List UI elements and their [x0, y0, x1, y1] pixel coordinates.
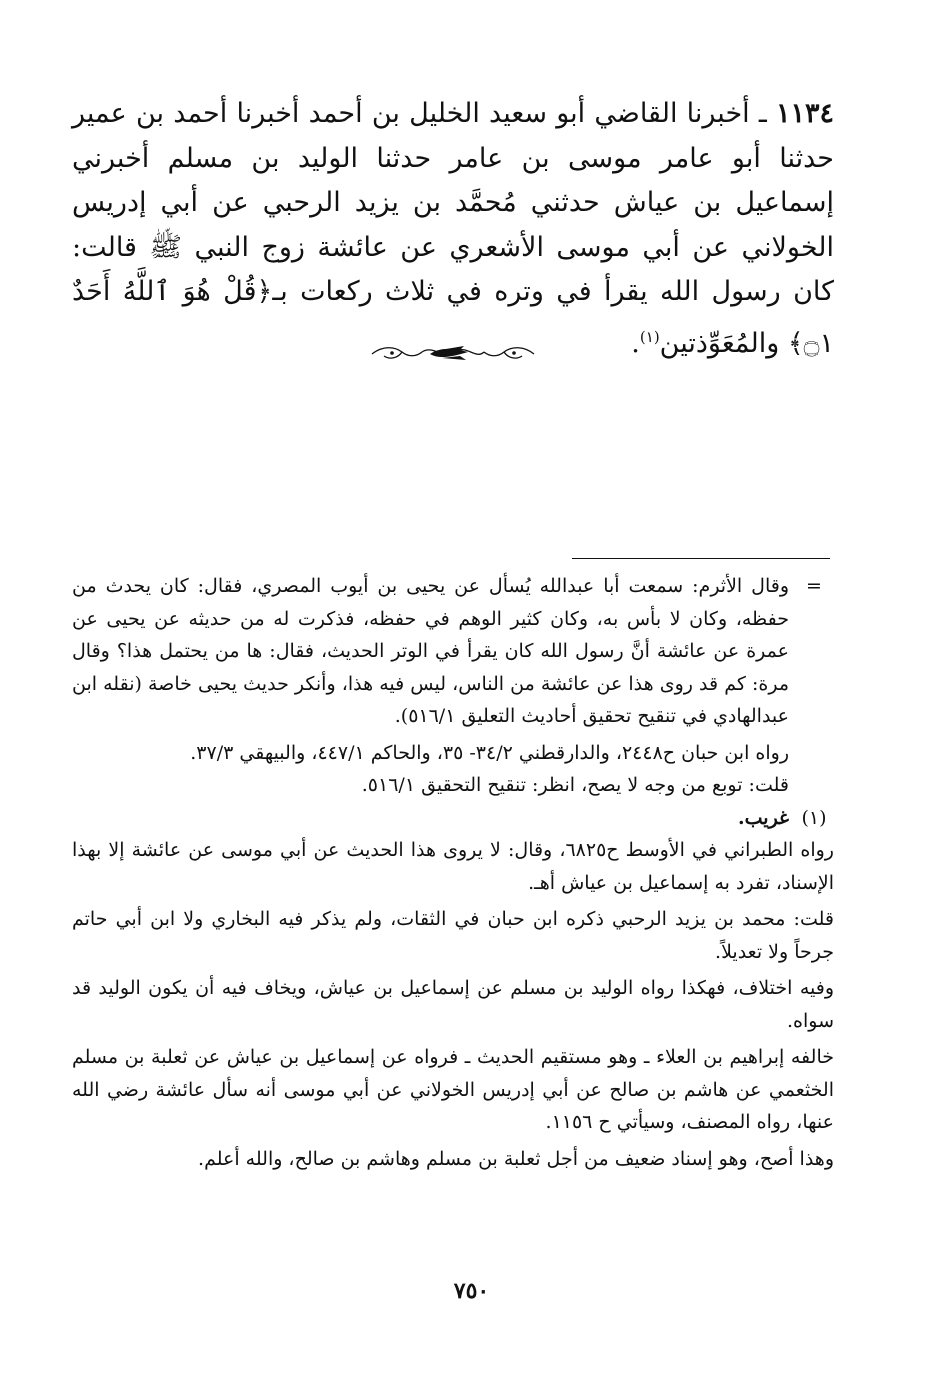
- continuation-marker: =: [806, 575, 822, 597]
- footnotes-section: [72, 570, 834, 1175]
- footnote-continuation: [72, 570, 834, 802]
- footnote-paragraph: خالفه إبراهيم بن العلاء ـ وهو مستقيم الحديث ـ فرواه عن إسماعيل بن عياش عن ثعلبة بن مسلم الخثعمي عن هاشم بن صالح عن أبي إدريس الخولاني عن أبي موسى أنه سأل عائشة رضي الله عنها، رواه المصنف، وسيأتي ح ١١٥٦.: [72, 1046, 834, 1133]
- footnote-paragraph: قلت: محمد بن يزيد الرحبي ذكره ابن حبان في الثقات، ولم يذكر فيه البخاري ولا ابن أبي حاتم جرحاً ولا تعديلاً.: [72, 908, 834, 963]
- footnote-paragraph: قلت: توبع من وجه لا يصح، انظر: تنقيح التحقيق ٥١٦/١.: [361, 774, 789, 796]
- hadith-text: ـ أخبرنا القاضي أبو سعيد الخليل بن أحمد أخبرنا أحمد بن عمير حدثنا أبو عامر موسى بن عامر حدثنا الوليد بن مسلم أخبرني إسماعيل بن عياش حدثني مُحمَّد بن يزيد الرحبي عن أبي إدريس الخولاني عن أبي موسى الأشعري عن عائشة زوج النبي ﷺ قالت: كان رسول الله يقرأ في وتره في ثلاث ركعات بـ﴿قُلْ هُوَ ٱللَّهُ أَحَدٌ ۝١﴾ والمُعَوِّذتين: [72, 98, 834, 359]
- hadith-paragraph: [72, 92, 834, 366]
- footnote-paragraph: وقال الأثرم: سمعت أبا عبدالله يُسأل عن يحيى بن أيوب المصري، فقال: كان يحدث من حفظه، وكان لا بأس به، وكان كثير الوهم في حفظه، فذكرت له من حديثه عن يحيى عن عمرة عن عائشة أنَّ رسول الله كان يقرأ في الوتر الحديث، فقال: ها من يحتمل هذا؟ وقال مرة: كم قد روى هذا عن عائشة من الناس، ليس فيه هذا، وأنكر حديث يحيى خاصة (نقله ابن عبدالهادي في تنقيح تحقيق أحاديث التعليق ٥١٦/١).: [72, 575, 789, 727]
- footnote-1-heading: غريب.: [738, 806, 789, 829]
- footnote-paragraph: وهذا أصح، وهو إسناد ضعيف من أجل ثعلبة بن مسلم وهاشم بن صالح، والله أعلم.: [198, 1147, 834, 1170]
- footnote-paragraph: رواه الطبراني في الأوسط ح٦٨٢٥، وقال: لا يروى هذا الحديث عن أبي موسى عن عائشة إلا بهذا الإسناد، تفرد به إسماعيل بن عياش أهـ.: [72, 839, 834, 894]
- page-number: ٧٥٠: [453, 1278, 490, 1304]
- footnote-paragraph: رواه ابن حبان ح٢٤٤٨، والدارقطني ٣٤/٢- ٣٥، والحاكم ٤٤٧/١، والبيهقي ٣٧/٣.: [190, 741, 789, 764]
- footnote-separator: [572, 558, 830, 559]
- ornament-divider-icon: [368, 338, 538, 370]
- footnote-1: [72, 802, 834, 835]
- hadith-number: ١١٣٤: [775, 98, 834, 129]
- footnote-paragraph: وفيه اختلاف، فهكذا رواه الوليد بن مسلم عن إسماعيل بن عياش، ويخاف فيه أن يكون الوليد قد سواه.: [72, 977, 834, 1032]
- footnote-1-body: [72, 834, 834, 1175]
- hadith-end: .: [631, 327, 640, 359]
- footnote-1-marker: (١): [801, 806, 827, 829]
- footnote-reference: (١): [639, 327, 660, 346]
